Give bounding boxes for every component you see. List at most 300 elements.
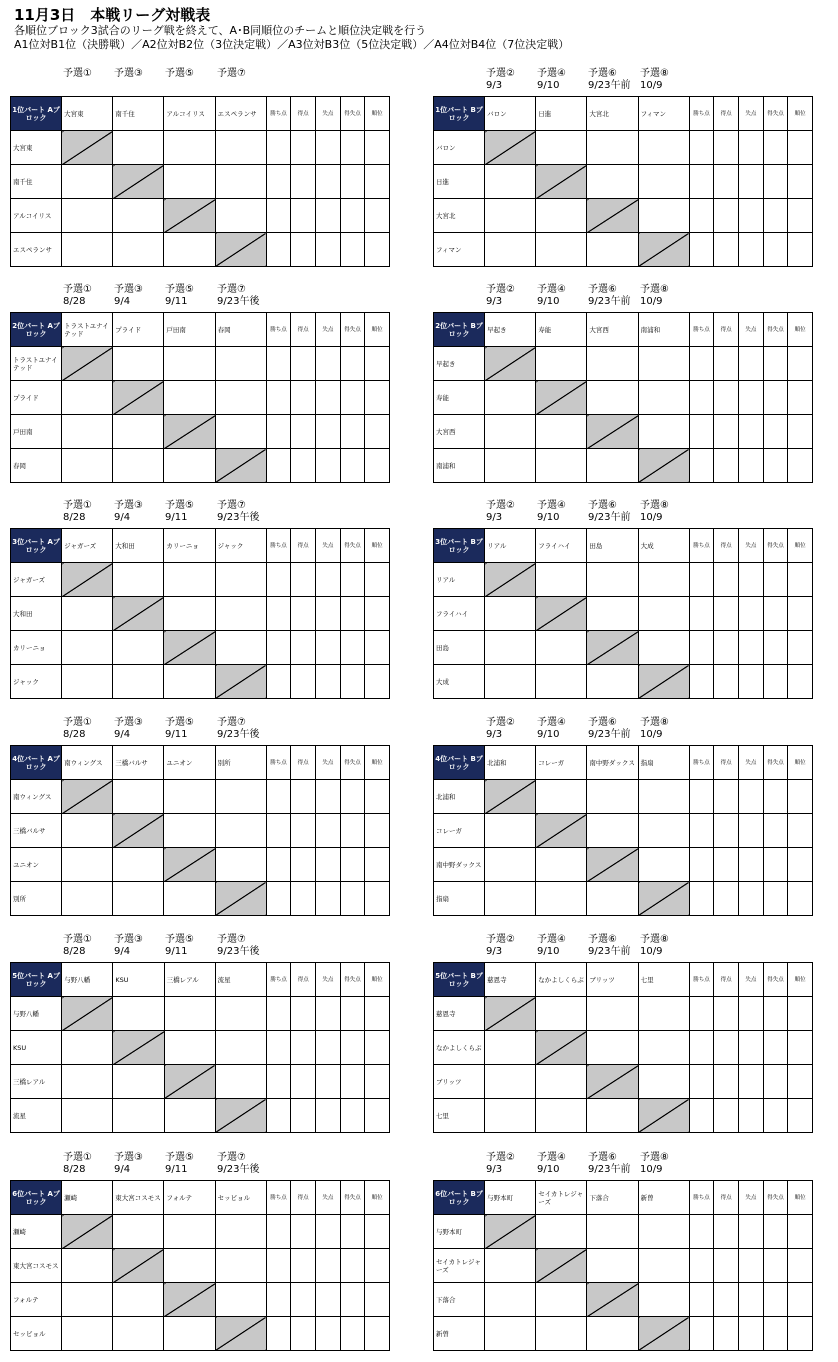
round-date: 10/9: [640, 296, 663, 307]
stat-cell: [365, 1283, 390, 1317]
table-row: [11, 233, 390, 267]
team-row-header: 大和田: [11, 597, 62, 631]
team-row-header: 与野八幡: [11, 997, 62, 1031]
stat-cell: [316, 997, 341, 1031]
stat-column-header: 順位: [365, 529, 390, 563]
stat-cell: [788, 415, 813, 449]
team-row-header: 慈恩寺: [434, 997, 485, 1031]
result-cell: [62, 233, 113, 267]
stat-column-header: 失点: [316, 313, 341, 347]
round-date: 9/10: [537, 1164, 560, 1175]
stat-cell: [291, 1065, 316, 1099]
league-block: [433, 932, 813, 1122]
stat-column-header: 順位: [365, 313, 390, 347]
round-date: 8/28: [63, 946, 86, 957]
stat-column-header: 順位: [365, 1181, 390, 1215]
result-cell: [536, 848, 587, 882]
team-column-header: リアル: [485, 529, 536, 563]
stat-cell: [739, 233, 764, 267]
stat-cell: [365, 381, 390, 415]
team-row-header: ジャガーズ: [11, 563, 62, 597]
league-table: [433, 312, 813, 483]
team-column-header: バロン: [485, 97, 536, 131]
diagonal-cell: [215, 1317, 266, 1351]
team-column-header: 南中野ダックス: [587, 746, 638, 780]
diagonal-cell: [638, 233, 689, 267]
stat-cell: [689, 1283, 714, 1317]
round-date: 10/9: [640, 1164, 663, 1175]
stat-cell: [266, 1215, 291, 1249]
stat-cell: [689, 597, 714, 631]
stat-column-header: 順位: [365, 97, 390, 131]
round-label: 予選①: [63, 934, 92, 945]
team-column-header: アルコイリス: [164, 97, 215, 131]
team-row-header: 大宮北: [434, 199, 485, 233]
table-header-row: [11, 1181, 390, 1215]
stat-cell: [291, 882, 316, 916]
stat-cell: [689, 1031, 714, 1065]
stat-cell: [365, 1099, 390, 1133]
stat-cell: [266, 415, 291, 449]
stat-cell: [788, 165, 813, 199]
stat-cell: [739, 131, 764, 165]
stat-cell: [365, 631, 390, 665]
round-label: 予選⑥: [588, 68, 617, 79]
stat-column-header: 順位: [788, 746, 813, 780]
round-date: 8/28: [63, 512, 86, 523]
stat-cell: [340, 1215, 365, 1249]
stat-cell: [316, 848, 341, 882]
result-cell: [164, 1249, 215, 1283]
result-cell: [638, 131, 689, 165]
stat-column-header: 得点: [714, 529, 739, 563]
round-date: 9/4: [114, 1164, 131, 1175]
table-row: [11, 415, 390, 449]
stat-cell: [266, 1249, 291, 1283]
table-header-row: [434, 529, 813, 563]
stat-cell: [316, 199, 341, 233]
table-header-row: [434, 963, 813, 997]
stat-cell: [365, 449, 390, 483]
team-column-header: 三橋レアル: [164, 963, 215, 997]
round-date: 10/9: [640, 729, 663, 740]
round-date: 9/23午後: [217, 512, 260, 523]
team-row-header: 七里: [434, 1099, 485, 1133]
result-cell: [587, 347, 638, 381]
stat-cell: [340, 1283, 365, 1317]
stat-cell: [340, 882, 365, 916]
result-cell: [62, 848, 113, 882]
stat-cell: [340, 415, 365, 449]
team-row-header: コレーガ: [434, 814, 485, 848]
stat-cell: [714, 1099, 739, 1133]
round-schedule: [433, 498, 813, 528]
result-cell: [536, 665, 587, 699]
stat-cell: [714, 848, 739, 882]
table-row: [11, 381, 390, 415]
team-row-header: 新曽: [434, 1317, 485, 1351]
result-cell: [113, 780, 164, 814]
round-date: 8/28: [63, 729, 86, 740]
round-date: 9/11: [165, 729, 188, 740]
result-cell: [164, 882, 215, 916]
team-row-header: 大成: [434, 665, 485, 699]
stat-cell: [788, 1249, 813, 1283]
round-label: 予選①: [63, 500, 92, 511]
team-row-header: なかよしくらぶ: [434, 1031, 485, 1065]
stat-cell: [763, 1215, 788, 1249]
stat-cell: [689, 1215, 714, 1249]
result-cell: [215, 597, 266, 631]
stat-cell: [266, 631, 291, 665]
block-label: 6位パート Bブロック: [434, 1181, 485, 1215]
stat-cell: [316, 347, 341, 381]
round-label: 予選⑥: [588, 934, 617, 945]
diagonal-cell: [164, 415, 215, 449]
round-label: 予選⑧: [640, 717, 669, 728]
stat-column-header: 得点: [714, 313, 739, 347]
stat-column-header: 勝ち点: [266, 746, 291, 780]
table-row: [434, 780, 813, 814]
stat-cell: [365, 848, 390, 882]
round-label: 予選①: [63, 284, 92, 295]
stat-cell: [763, 665, 788, 699]
table-header-row: [434, 1181, 813, 1215]
page-header: [14, 6, 569, 52]
round-label: 予選④: [537, 717, 566, 728]
stat-cell: [739, 1031, 764, 1065]
diagonal-cell: [485, 131, 536, 165]
round-date: 10/9: [640, 80, 663, 91]
team-column-header: ジャガーズ: [62, 529, 113, 563]
stat-cell: [316, 1317, 341, 1351]
team-row-header: ブリッツ: [434, 1065, 485, 1099]
round-label: 予選⑦: [217, 284, 246, 295]
team-row-header: フィマン: [434, 233, 485, 267]
result-cell: [638, 597, 689, 631]
round-date: 9/23午前: [588, 1164, 631, 1175]
table-row: [434, 882, 813, 916]
team-column-header: コレーガ: [536, 746, 587, 780]
stat-cell: [689, 814, 714, 848]
result-cell: [113, 848, 164, 882]
result-cell: [485, 1031, 536, 1065]
stat-cell: [714, 882, 739, 916]
stat-cell: [365, 415, 390, 449]
round-label: 予選①: [63, 717, 92, 728]
result-cell: [164, 1031, 215, 1065]
stat-cell: [291, 631, 316, 665]
team-row-header: 寿能: [434, 381, 485, 415]
stat-cell: [739, 1215, 764, 1249]
stat-cell: [365, 1065, 390, 1099]
stat-column-header: 得点: [714, 963, 739, 997]
result-cell: [536, 1099, 587, 1133]
result-cell: [62, 1065, 113, 1099]
result-cell: [164, 1215, 215, 1249]
stat-column-header: 得点: [714, 1181, 739, 1215]
stat-cell: [291, 415, 316, 449]
stat-cell: [316, 1249, 341, 1283]
stat-cell: [266, 1099, 291, 1133]
result-cell: [164, 381, 215, 415]
result-cell: [536, 997, 587, 1031]
round-date: 10/9: [640, 512, 663, 523]
result-cell: [62, 665, 113, 699]
result-cell: [62, 199, 113, 233]
team-row-header: 日進: [434, 165, 485, 199]
team-column-header: エスペランサ: [215, 97, 266, 131]
stat-cell: [788, 199, 813, 233]
result-cell: [113, 233, 164, 267]
stat-cell: [788, 563, 813, 597]
round-date: 9/23午後: [217, 946, 260, 957]
team-row-header: 東大宮コスモス: [11, 1249, 62, 1283]
round-label: 予選⑦: [217, 934, 246, 945]
league-block: [10, 66, 390, 256]
result-cell: [587, 997, 638, 1031]
round-date: 9/3: [486, 296, 503, 307]
result-cell: [587, 665, 638, 699]
stat-cell: [266, 1031, 291, 1065]
team-column-header: 下落合: [587, 1181, 638, 1215]
stat-cell: [266, 882, 291, 916]
round-label: 予選③: [114, 68, 143, 79]
round-date: 9/4: [114, 296, 131, 307]
result-cell: [536, 347, 587, 381]
diagonal-cell: [215, 1099, 266, 1133]
stat-column-header: 得点: [291, 313, 316, 347]
team-column-header: 春岡: [215, 313, 266, 347]
result-cell: [536, 882, 587, 916]
stat-column-header: 順位: [788, 529, 813, 563]
diagonal-cell: [113, 1249, 164, 1283]
round-date: 9/11: [165, 946, 188, 957]
stat-cell: [689, 665, 714, 699]
round-label: 予選⑤: [165, 717, 194, 728]
result-cell: [62, 1031, 113, 1065]
result-cell: [215, 415, 266, 449]
table-row: [11, 199, 390, 233]
diagonal-cell: [638, 1317, 689, 1351]
stat-cell: [316, 780, 341, 814]
stat-column-header: 得点: [291, 529, 316, 563]
stat-cell: [739, 1099, 764, 1133]
round-label: 予選⑥: [588, 284, 617, 295]
stat-column-header: 得失点: [763, 1181, 788, 1215]
round-label: 予選③: [114, 284, 143, 295]
table-row: [434, 131, 813, 165]
round-date: 9/10: [537, 729, 560, 740]
league-table: [10, 1180, 390, 1351]
diagonal-cell: [62, 1215, 113, 1249]
league-table: [10, 745, 390, 916]
round-label: 予選⑦: [217, 500, 246, 511]
round-date: 9/23午後: [217, 729, 260, 740]
stat-column-header: 勝ち点: [689, 746, 714, 780]
league-block: [433, 498, 813, 688]
stat-cell: [739, 665, 764, 699]
table-row: [434, 631, 813, 665]
table-row: [434, 165, 813, 199]
table-header-row: [434, 746, 813, 780]
stat-column-header: 失点: [739, 313, 764, 347]
stat-cell: [714, 415, 739, 449]
result-cell: [62, 449, 113, 483]
stat-cell: [788, 131, 813, 165]
round-schedule: [10, 932, 390, 962]
result-cell: [638, 1215, 689, 1249]
result-cell: [485, 449, 536, 483]
stat-column-header: 順位: [788, 97, 813, 131]
result-cell: [638, 1283, 689, 1317]
result-cell: [587, 814, 638, 848]
stat-column-header: 勝ち点: [689, 529, 714, 563]
stat-cell: [365, 165, 390, 199]
stat-cell: [739, 1249, 764, 1283]
stat-cell: [365, 997, 390, 1031]
result-cell: [164, 563, 215, 597]
stat-cell: [365, 199, 390, 233]
team-row-header: 瀬崎: [11, 1215, 62, 1249]
team-column-header: 三橋バルサ: [113, 746, 164, 780]
diagonal-cell: [485, 997, 536, 1031]
stat-cell: [340, 381, 365, 415]
team-row-header: 三橋レアル: [11, 1065, 62, 1099]
stat-cell: [340, 233, 365, 267]
team-column-header: 新曽: [638, 1181, 689, 1215]
stat-cell: [714, 199, 739, 233]
stat-cell: [763, 1099, 788, 1133]
stat-cell: [365, 597, 390, 631]
stat-cell: [266, 780, 291, 814]
rule-description: 各順位ブロック3試合のリーグ戦を終えて、A･B同順位のチームと順位決定戦を行う: [14, 24, 427, 37]
round-date: 9/11: [165, 1164, 188, 1175]
stat-column-header: 順位: [788, 963, 813, 997]
stat-cell: [266, 1317, 291, 1351]
stat-cell: [316, 665, 341, 699]
team-column-header: 早起き: [485, 313, 536, 347]
stat-cell: [763, 997, 788, 1031]
result-cell: [62, 381, 113, 415]
stat-cell: [291, 165, 316, 199]
table-row: [434, 814, 813, 848]
result-cell: [485, 165, 536, 199]
result-cell: [638, 1065, 689, 1099]
stat-cell: [763, 415, 788, 449]
diagonal-cell: [215, 449, 266, 483]
result-cell: [638, 814, 689, 848]
round-label: 予選①: [63, 1152, 92, 1163]
round-date: 8/28: [63, 296, 86, 307]
table-row: [434, 563, 813, 597]
result-cell: [62, 165, 113, 199]
table-row: [11, 1215, 390, 1249]
table-row: [434, 1031, 813, 1065]
stat-cell: [714, 165, 739, 199]
stat-cell: [365, 882, 390, 916]
stat-cell: [788, 597, 813, 631]
league-table: [10, 312, 390, 483]
team-row-header: 田島: [434, 631, 485, 665]
stat-cell: [291, 233, 316, 267]
table-row: [434, 1249, 813, 1283]
stat-cell: [365, 1317, 390, 1351]
stat-cell: [788, 347, 813, 381]
stat-cell: [763, 631, 788, 665]
diagonal-cell: [215, 665, 266, 699]
team-row-header: 下落合: [434, 1283, 485, 1317]
stat-cell: [739, 1283, 764, 1317]
round-date: 9/3: [486, 946, 503, 957]
stat-cell: [316, 814, 341, 848]
result-cell: [485, 665, 536, 699]
result-cell: [164, 131, 215, 165]
result-cell: [638, 997, 689, 1031]
result-cell: [164, 347, 215, 381]
stat-cell: [266, 848, 291, 882]
stat-cell: [340, 1065, 365, 1099]
league-table: [433, 96, 813, 267]
table-row: [11, 848, 390, 882]
table-row: [434, 597, 813, 631]
stat-column-header: 失点: [739, 529, 764, 563]
stat-cell: [714, 131, 739, 165]
block-label: 2位パート Bブロック: [434, 313, 485, 347]
block-label: 3位パート Bブロック: [434, 529, 485, 563]
result-cell: [113, 563, 164, 597]
stat-cell: [340, 665, 365, 699]
stat-column-header: 得失点: [340, 313, 365, 347]
result-cell: [62, 1249, 113, 1283]
stat-cell: [689, 347, 714, 381]
round-label: 予選⑤: [165, 68, 194, 79]
round-schedule: [433, 1150, 813, 1180]
round-date: 9/23午前: [588, 512, 631, 523]
table-row: [434, 1065, 813, 1099]
stat-cell: [763, 347, 788, 381]
result-cell: [536, 415, 587, 449]
stat-column-header: 勝ち点: [689, 97, 714, 131]
team-row-header: フォルテ: [11, 1283, 62, 1317]
round-date: 9/10: [537, 512, 560, 523]
team-column-header: 南ウィングス: [62, 746, 113, 780]
stat-cell: [788, 381, 813, 415]
diagonal-cell: [164, 631, 215, 665]
stat-cell: [788, 780, 813, 814]
stat-cell: [365, 665, 390, 699]
stat-cell: [714, 1031, 739, 1065]
result-cell: [113, 631, 164, 665]
round-date: 9/11: [165, 296, 188, 307]
stat-cell: [788, 882, 813, 916]
table-row: [434, 848, 813, 882]
league-table: [10, 962, 390, 1133]
team-column-header: 田島: [587, 529, 638, 563]
result-cell: [62, 1099, 113, 1133]
team-column-header: フォルテ: [164, 1181, 215, 1215]
round-date: 9/3: [486, 1164, 503, 1175]
table-header-row: [11, 97, 390, 131]
table-row: [11, 631, 390, 665]
stat-cell: [340, 780, 365, 814]
round-schedule: [10, 282, 390, 312]
team-column-header: 指扇: [638, 746, 689, 780]
block-label: 5位パート Aブロック: [11, 963, 62, 997]
team-column-header: 戸田南: [164, 313, 215, 347]
stat-column-header: 得点: [291, 97, 316, 131]
diagonal-cell: [587, 415, 638, 449]
